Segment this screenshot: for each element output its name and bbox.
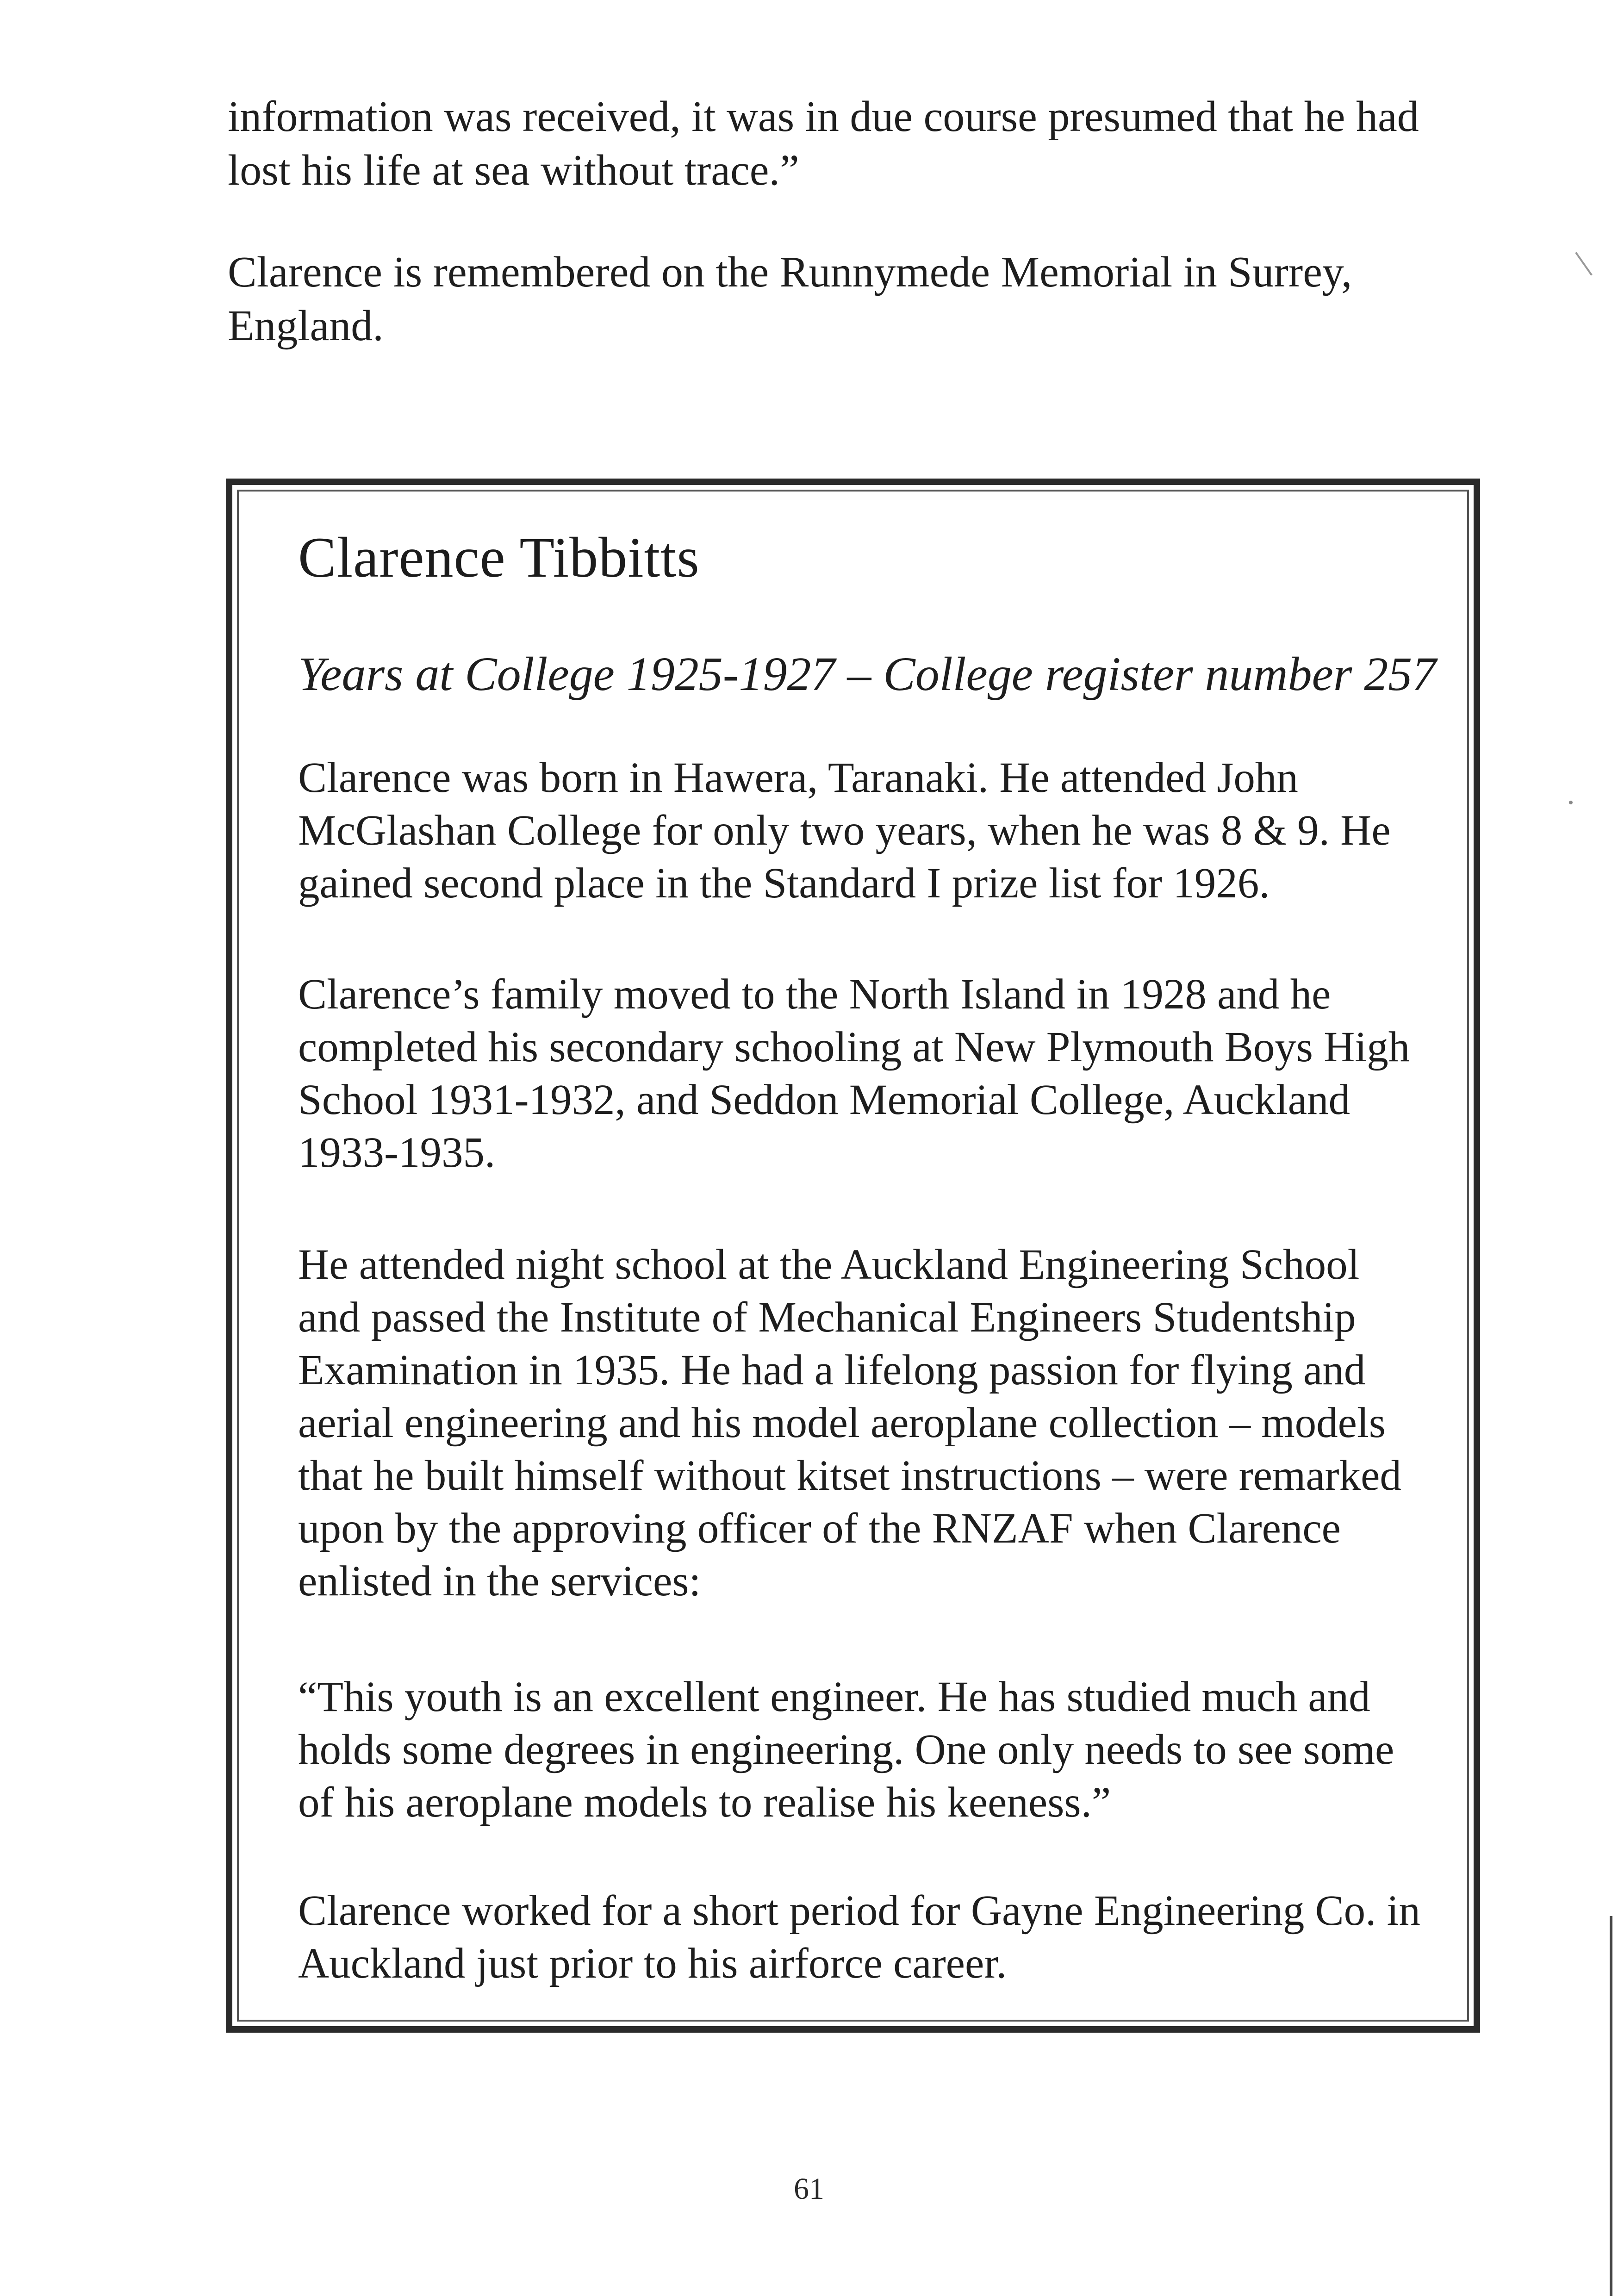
intro-paragraph: Clarence is remembered on the Runnymede Memorial in Surrey, England. — [228, 248, 1352, 350]
page-number: 61 — [794, 2172, 824, 2206]
profile-name-heading: Clarence Tibbitts — [298, 526, 700, 589]
profile-paragraph: Clarence worked for a short period for Gayne Engineering Co. in Auckland just prior to his airforce career. — [298, 1887, 1420, 1987]
profile-paragraph: Clarence was born in Hawera, Taranaki. He attended John McGlashan College for only two years, when he was 8 & 9. He gained second place in the Standard I prize list for 1926. — [298, 754, 1391, 907]
profile-quote: “This youth is an excellent engineer. He has studied much and holds some degrees in engineering. One only needs to see some of his aeroplane models to realise his keeness.” — [298, 1673, 1394, 1826]
intro-paragraph: information was received, it was in due course presumed that he had lost his life at sea without trace.” — [228, 93, 1419, 194]
profile-box-inner-border — [237, 490, 1469, 2022]
profile-subtitle: Years at College 1925-1927 – College register number 257 — [298, 647, 1437, 701]
scan-mark — [1569, 801, 1573, 804]
profile-paragraph: Clarence’s family moved to the North Island in 1928 and he completed his secondary schooling at New Plymouth Boys High School 1931-1932, and Seddon Memorial College, Auckland 1933-1935. — [298, 971, 1410, 1176]
profile-box — [226, 479, 1480, 2033]
scan-mark — [1610, 1916, 1612, 2296]
scan-mark — [1575, 252, 1593, 275]
profile-paragraph: He attended night school at the Auckland Engineering School and passed the Institute of Mechanical Engineers Studentship Examination in 1935. He had a lifelong passion for flying and aerial engineering and his model aeroplane collection – models that he built himself without kitset instructions – were remarked upon by the approving officer of the RNZAF when Clarence enlisted in the services: — [298, 1241, 1401, 1605]
